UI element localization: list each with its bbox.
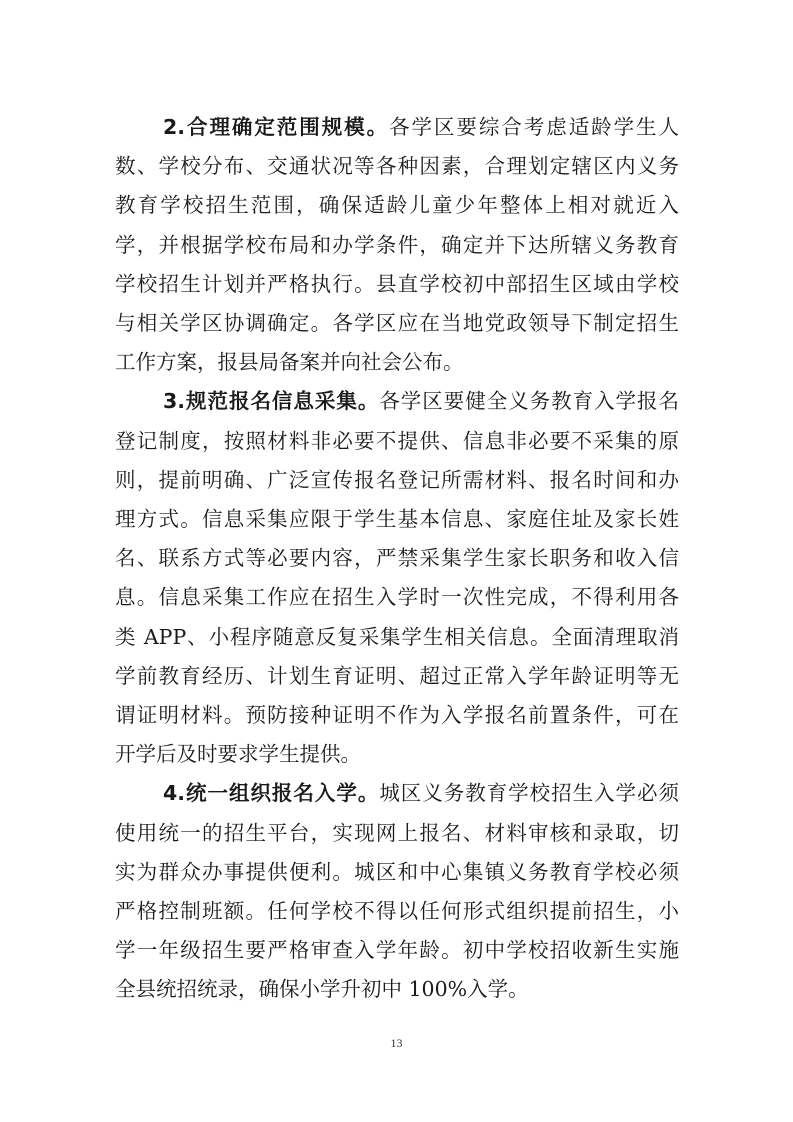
page-number: 13 xyxy=(390,1036,403,1050)
paragraph-line: 谓证明材料。预防接种证明不作为入学报名前置条件，可在 xyxy=(115,703,679,727)
paragraph-text: 各学区要综合考虑适龄学生人 xyxy=(389,115,679,139)
paragraph-line: 学一年级招生要严格审查入学年龄。初中学校招收新生实施 xyxy=(115,938,679,963)
paragraph-line: 名、联系方式等必要内容，严禁采集学生家长职务和收入信 xyxy=(115,546,679,571)
section-heading: 2.合理确定范围规模。 xyxy=(163,115,390,139)
paragraph-line xyxy=(163,113,679,141)
paragraph-line: 类 APP、小程序随意反复采集学生相关信息。全面清理取消 xyxy=(115,624,679,649)
section-heading: 4.统一组织报名入学。 xyxy=(163,781,380,806)
paragraph-text: 各学区要健全义务教育入学报名 xyxy=(379,389,679,414)
paragraph-line: 息。信息采集工作应在招生入学时一次性完成，不得利用各 xyxy=(115,585,679,610)
paragraph-text: 城区义务教育学校招生入学必须 xyxy=(379,781,679,806)
paragraph-line: 全县统招统录，确保小学升初中 100%入学。 xyxy=(115,977,529,1002)
paragraph-line: 开学后及时要求学生提供。 xyxy=(115,742,361,767)
paragraph-line: 则，提前明确、广泛宣传报名登记所需材料、报名时间和办 xyxy=(115,467,679,492)
paragraph-line: 学前教育经历、计划生育证明、超过正常入学年龄证明等无 xyxy=(115,663,679,688)
paragraph-line: 学校招生计划并严格执行。县直学校初中部招生区域由学校 xyxy=(115,271,679,296)
paragraph-line: 学，并根据学校布局和办学条件，确定并下达所辖义务教育 xyxy=(115,232,679,257)
paragraph-line: 使用统一的招生平台，实现网上报名、材料审核和录取，切 xyxy=(115,820,679,845)
paragraph-line: 实为群众办事提供便利。城区和中心集镇义务教育学校必须 xyxy=(115,859,679,884)
section-heading: 3.规范报名信息采集。 xyxy=(163,389,380,414)
paragraph-line: 严格控制班额。任何学校不得以任何形式组织提前招生，小 xyxy=(115,899,679,923)
paragraph-line xyxy=(163,387,679,415)
paragraph-line xyxy=(163,779,679,807)
paragraph-line: 理方式。信息采集应限于学生基本信息、家庭住址及家长姓 xyxy=(115,507,679,531)
paragraph-line: 工作方案，报县局备案并向社会公布。 xyxy=(115,350,464,375)
paragraph-line: 与相关学区协调确定。各学区应在当地党政领导下制定招生 xyxy=(115,311,679,335)
paragraph-line: 教育学校招生范围，确保适龄儿童少年整体上相对就近入 xyxy=(115,193,679,218)
paragraph-line: 数、学校分布、交通状况等各种因素，合理划定辖区内义务 xyxy=(115,154,679,179)
paragraph-line: 登记制度，按照材料非必要不提供、信息非必要不采集的原 xyxy=(115,428,679,453)
